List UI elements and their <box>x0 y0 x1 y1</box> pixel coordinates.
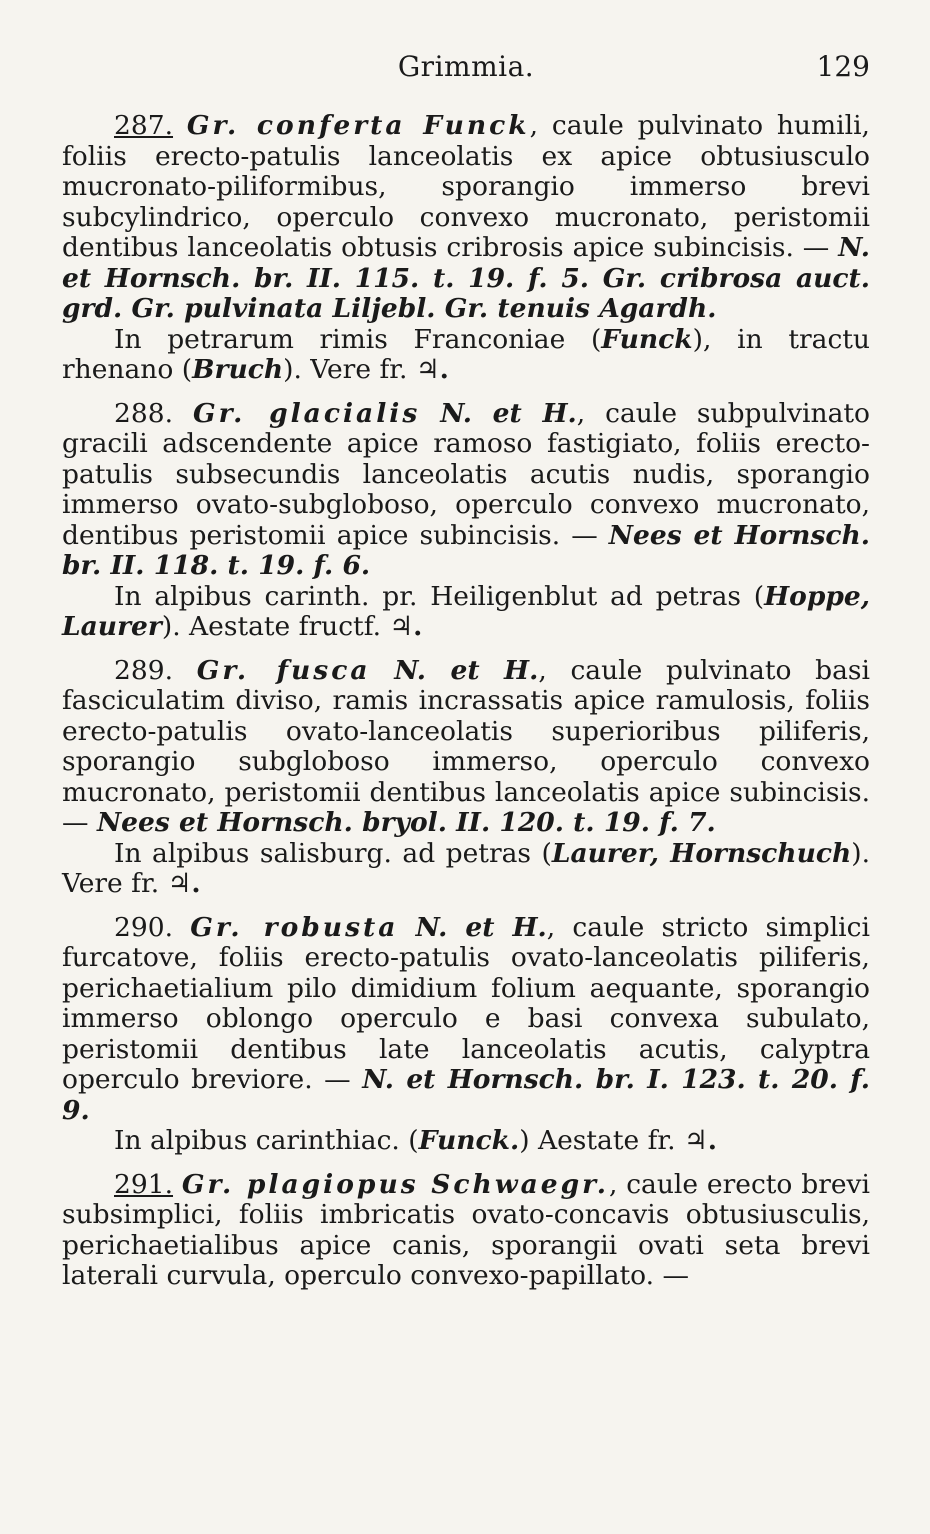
perennial-symbol: ♃. <box>167 868 201 899</box>
habitat-text: ) Aestate fr. <box>519 1125 685 1156</box>
habitat-text: ). Vere fr. <box>62 837 871 899</box>
entry-number: 289. <box>114 654 174 686</box>
entry-description <box>62 1170 870 1292</box>
perennial-symbol: ♃. <box>415 354 449 385</box>
authority: N. et H. <box>394 654 539 686</box>
habitat <box>62 839 870 900</box>
entry-number: 287. <box>114 110 174 141</box>
habitat-text: In petrarum rimis Franconiae ( <box>114 323 602 355</box>
page-header <box>62 50 870 90</box>
entry-description <box>62 913 870 1127</box>
species-name: Gr. conferta Funck <box>186 110 530 141</box>
perennial-symbol: ♃. <box>684 1125 717 1156</box>
habitat-text: In alpibus carinth. pr. Heiligenblut ad petras ( <box>114 580 765 612</box>
authority: N. et H. <box>440 397 577 429</box>
running-head: Grimmia. <box>397 50 535 83</box>
habitat-text: ). Vere fr. <box>283 354 416 385</box>
entry-number: 288. <box>114 397 174 429</box>
diagnosis: , caule stricto simplici furcatove, foliis erecto-patulis ovato-lanceolatis piliferis, perichaetialium pilo dimidium folium aequante, sporangio immerso oblongo operculo e basi convexa subulato, peristomii dentibus late lanceolatis acutis, calyptra operculo breviore. — <box>62 911 870 1095</box>
entry-291 <box>62 1170 870 1292</box>
authority: N. et H. <box>415 911 547 943</box>
reference: N. et Hornsch. br. II. 115. t. 19. f. 5. Gr. cribrosa auct. grd. Gr. pulvinata Liljebl. Gr. tenuis Agardh. <box>62 232 870 324</box>
diagnosis: , caule erecto brevi subsimplici, foliis imbricatis ovato-concavis obtusiusculis, perichaetialibus apice canis, sporangii ovati seta brevi laterali curvula, operculo convexo-papillato. — <box>62 1168 870 1291</box>
reference: N. et Hornsch. br. I. 123. t. 20. f. 9. <box>62 1064 870 1126</box>
habitat-text: In alpibus carinthiac. ( <box>114 1125 419 1156</box>
habitat <box>62 325 870 386</box>
diagnosis: , caule pulvinato humili, foliis erecto-patulis lanceolatis ex apice obtusiusculo mucronato-piliformibus, sporangio immerso brevi subcylindrico, operculo convexo mucronato, peristomii dentibus lanceolatis obtusis cribrosis apice subincisis. — <box>62 110 870 263</box>
reference: Nees et Hornsch. bryol. II. 120. t. 19. f. 7. <box>96 807 716 838</box>
entry-description <box>62 111 870 325</box>
text-block <box>62 108 870 1292</box>
entry-288 <box>62 399 870 643</box>
collector: Hoppe, Laurer <box>62 580 870 642</box>
collector: Funck. <box>418 1125 520 1156</box>
habitat-text: ), in tractu rhenano ( <box>62 323 870 385</box>
species-name: Gr. glacialis <box>192 397 421 429</box>
entry-description <box>62 399 870 582</box>
entry-number: 290. <box>114 911 174 943</box>
species-name: Gr. fusca <box>196 654 371 686</box>
species-name: Gr. robusta <box>190 911 399 943</box>
entry-number: 291. <box>114 1168 174 1200</box>
habitat-text: ). Aestate fructf. <box>161 611 390 642</box>
habitat <box>62 1126 870 1157</box>
entry-287 <box>62 111 870 386</box>
habitat-text: In alpibus salisburg. ad petras ( <box>114 837 552 869</box>
diagnosis: , caule subpulvinato gracili adscendente apice ramoso fastigiato, foliis erecto-patulis subsecundis lanceolatis acutis nudis, sporangio immerso ovato-subgloboso, operculo convexo mucronato, dentibus peristomii apice subincisis. — <box>62 397 870 551</box>
entry-description <box>62 656 870 839</box>
reference: Nees et Hornsch. br. II. 118. t. 19. f. 6. <box>62 519 870 581</box>
collector: Bruch <box>192 354 284 385</box>
collector: Funck <box>601 323 693 355</box>
habitat <box>62 582 870 643</box>
entry-289 <box>62 656 870 900</box>
diagnosis: , caule pulvinato basi fasciculatim diviso, ramis incrassatis apice ramulosis, foliis erecto-patulis ovato-lanceolatis superioribus piliferis, sporangio subgloboso immerso, operculo convexo mucronato, peristomii dentibus lanceolatis apice subincisis. — <box>62 654 870 838</box>
page-number: 129 <box>816 50 870 83</box>
perennial-symbol: ♃. <box>389 611 423 642</box>
collector: Laurer, Hornschuch <box>551 837 852 869</box>
entry-290 <box>62 913 870 1157</box>
species-name: Gr. plagiopus Schwaegr. <box>181 1168 609 1200</box>
